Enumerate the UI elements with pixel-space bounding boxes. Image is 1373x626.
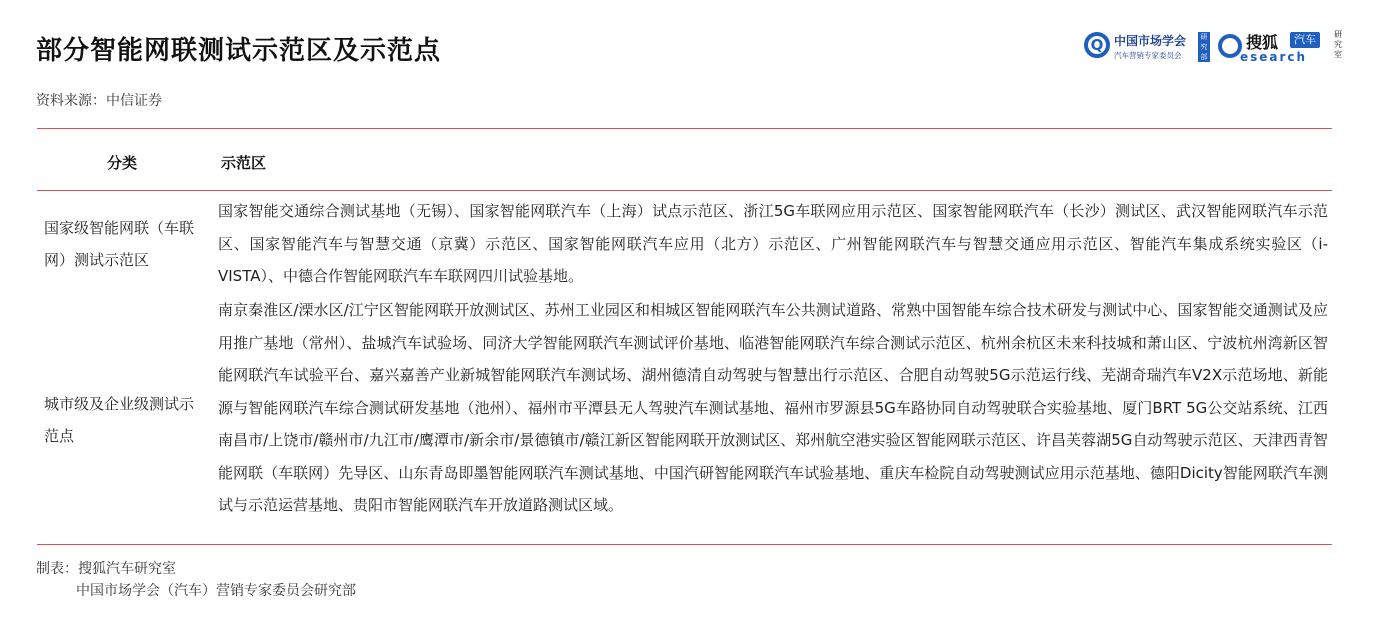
header-category: 分类 [107, 154, 138, 172]
cma-logo [1084, 32, 1214, 64]
table-top-rule [37, 128, 1332, 129]
cma-logo-sub: 汽车营销专家委员会 [1114, 51, 1182, 60]
table-header-rule [37, 190, 1332, 191]
row-city-category: 城市级及企业级测试示范点 [44, 395, 195, 445]
row-national-zones: 国家智能交通综合测试基地（无锡）、国家智能网联汽车（上海）试点示范区、浙江5G车联网应用示范区、国家智能网联汽车（长沙）测试区、武汉智能网联汽车示范区、国家智能汽车与智慧交通（京冀）示范区、国家智能网联汽车应用（北方）示范区、广州智能网联汽车与智慧交通应用示范区、智能汽车集成系统实验区（i-VISTA）、中德合作智能网联汽车车联网四川试验基地。 [218, 202, 1328, 285]
cma-logo-org: 中国市场学会 [1114, 34, 1187, 48]
logo-group [1084, 30, 1346, 66]
research-lab-vertical: 研究室 [1334, 30, 1342, 59]
row-national-category: 国家级智能网联（车联网）测试示范区 [44, 219, 195, 269]
cma-logo-vertical: 研究部 [1198, 32, 1210, 62]
page-title: 部分智能网联测试示范区及示范点 [36, 36, 442, 66]
table-bottom-rule [37, 544, 1332, 545]
header-zones: 示范区 [221, 154, 267, 172]
sohu-auto-research-logo [1218, 30, 1346, 66]
row-city-zones: 南京秦淮区/溧水区/江宁区智能网联开放测试区、苏州工业园区和相城区智能网联汽车公共测试道路、常熟中国智能车综合技术研发与测试中心、国家智能交通测试及应用推广基地（常州）、盐城汽车试验场、同济大学智能网联汽车测试评价基地、临港智能网联汽车综合测试示范区、杭州余杭区未来科技城和萧山区、宁波杭州湾新区智能网联汽车试验平台、嘉兴嘉善产业新城智能网联汽车测试场、湖州德清自动驾驶与智慧出行示范区、合肥自动驾驶5G示范运行线、芜湖奇瑞汽车V2X示范场地、新能源与智能网联汽车综合测试研发基地（池州）、福州市平潭县无人驾驶汽车测试基地、福州市罗源县5G车路协同自动驾驶联合实验基地、厦门BRT 5G公交站系统、江西南昌市/上饶市/赣州市/九江市/鹰潭市/新余市/景德镇市/赣江新区智能网联开放测试区、郑州航空港实验区智能网联示范区、许昌芙蓉湖5G自动驾驶示范区、天津西青智能网联（车联网）先导区、山东青岛即墨智能网联汽车测试基地、中国汽研智能网联汽车试验基地、重庆车检院自动驾驶测试应用示范基地、德阳Dicity智能网联汽车测试与示范运营基地、贵阳市智能网联汽车开放道路测试区域。 [218, 301, 1328, 514]
sohu-brand: 搜狐 [1246, 33, 1279, 52]
research-wordmark: esearch [1240, 50, 1308, 64]
cma-logo-mark-icon: Q [1084, 32, 1110, 58]
data-source: 资料来源：中信证券 [36, 93, 162, 109]
footer-org: 中国市场学会（汽车）营销专家委员会研究部 [76, 583, 356, 599]
auto-badge: 汽车 [1290, 32, 1320, 48]
research-r-logo-icon [1218, 34, 1242, 58]
footer-maker: 制表：搜狐汽车研究室 [36, 561, 176, 577]
